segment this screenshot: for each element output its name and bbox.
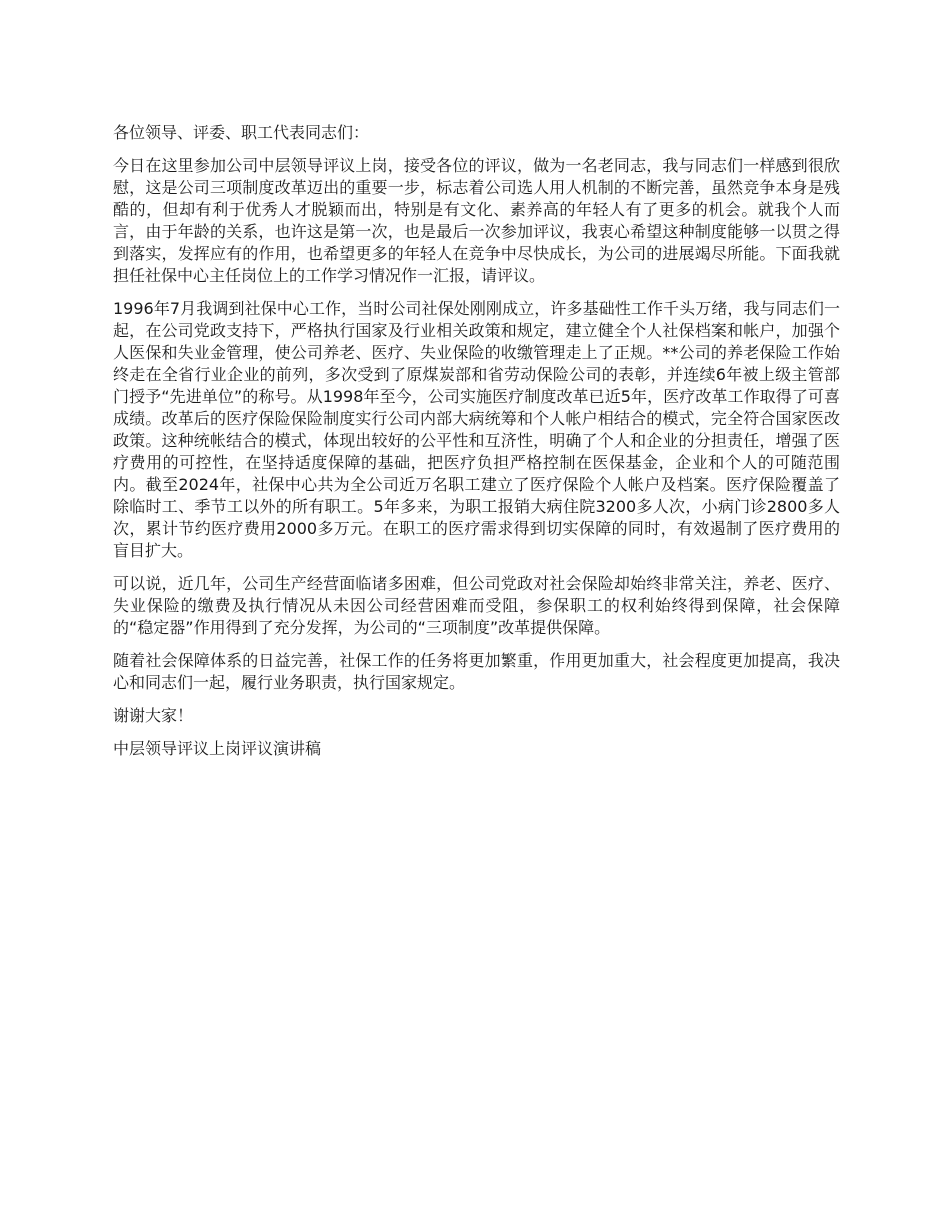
document-page [113, 122, 840, 771]
closing-thanks: 谢谢大家！ [113, 706, 194, 725]
paragraph-future: 随着社会保障体系的日益完善，社保工作的任务将更加繁重，作用更加重大，社会程度更加提高，我决心和同志们一起，履行业务职责，执行国家规定。 [113, 651, 840, 692]
paragraph-work-history: 1996年7月我调到社保中心工作，当时公司社保处刚刚成立，许多基础性工作千头万绪，我与同志们一起，在公司党政支持下，严格执行国家及行业相关政策和规定，建立健全个人社保档案和帐户，加强个人医保和失业金管理，使公司养老、医疗、失业保险的收缴管理走上了正规。**公司的养老保险工作始终走在全省行业企业的前列，多次受到了原煤炭部和省劳动保险公司的表彰，并连续6年被上级主管部门授予“先进单位”的称号。从1998年至今，公司实施医疗制度改革已近5年，医疗改革工作取得了可喜成绩。改革后的医疗保险保险制度实行公司内部大病统筹和个人帐户相结合的模式，完全符合国家医改政策。这种统帐结合的模式，体现出较好的公平性和互济性，明确了个人和企业的分担责任，增强了医疗费用的可控性，在坚持适度保障的基础，把医疗负担严格控制在医保基金，企业和个人的可随范围内。截至2024年，社保中心共为全公司近万名职工建立了医疗保险个人帐户及档案。医疗保险覆盖了除临时工、季节工以外的所有职工。5年多来，为职工报销大病住院3200多人次，小病门诊2800多人次，累计节约医疗费用2000多万元。在职工的医疗需求得到切实保障的同时，有效遏制了医疗费用的盲目扩大。 [113, 299, 840, 560]
greeting: 各位领导、评委、职工代表同志们： [113, 123, 370, 142]
document-title-footer: 中层领导评议上岗评议演讲稿 [113, 739, 322, 758]
paragraph-recent-years: 可以说，近几年，公司生产经营面临诸多困难，但公司党政对社会保险却始终非常关注，养老、医疗、失业保险的缴费及执行情况从未因公司经营困难而受阻，参保职工的权利始终得到保障，社会保障的“稳定器”作用得到了充分发挥，为公司的“三项制度”改革提供保障。 [113, 574, 840, 637]
paragraph-intro: 今日在这里参加公司中层领导评议上岗，接受各位的评议，做为一名老同志，我与同志们一样感到很欣慰，这是公司三项制度改革迈出的重要一步，标志着公司选人用人机制的不断完善，虽然竞争本身是残酷的，但却有利于优秀人才脱颖而出，特别是有文化、素养高的年轻人有了更多的机会。就我个人而言，由于年龄的关系，也许这是第一次，也是最后一次参加评议，我衷心希望这种制度能够一以贯之得到落实，发挥应有的作用，也希望更多的年轻人在竞争中尽快成长，为公司的进展竭尽所能。下面我就担任社保中心主任岗位上的工作学习情况作一汇报，请评议。 [113, 156, 840, 285]
